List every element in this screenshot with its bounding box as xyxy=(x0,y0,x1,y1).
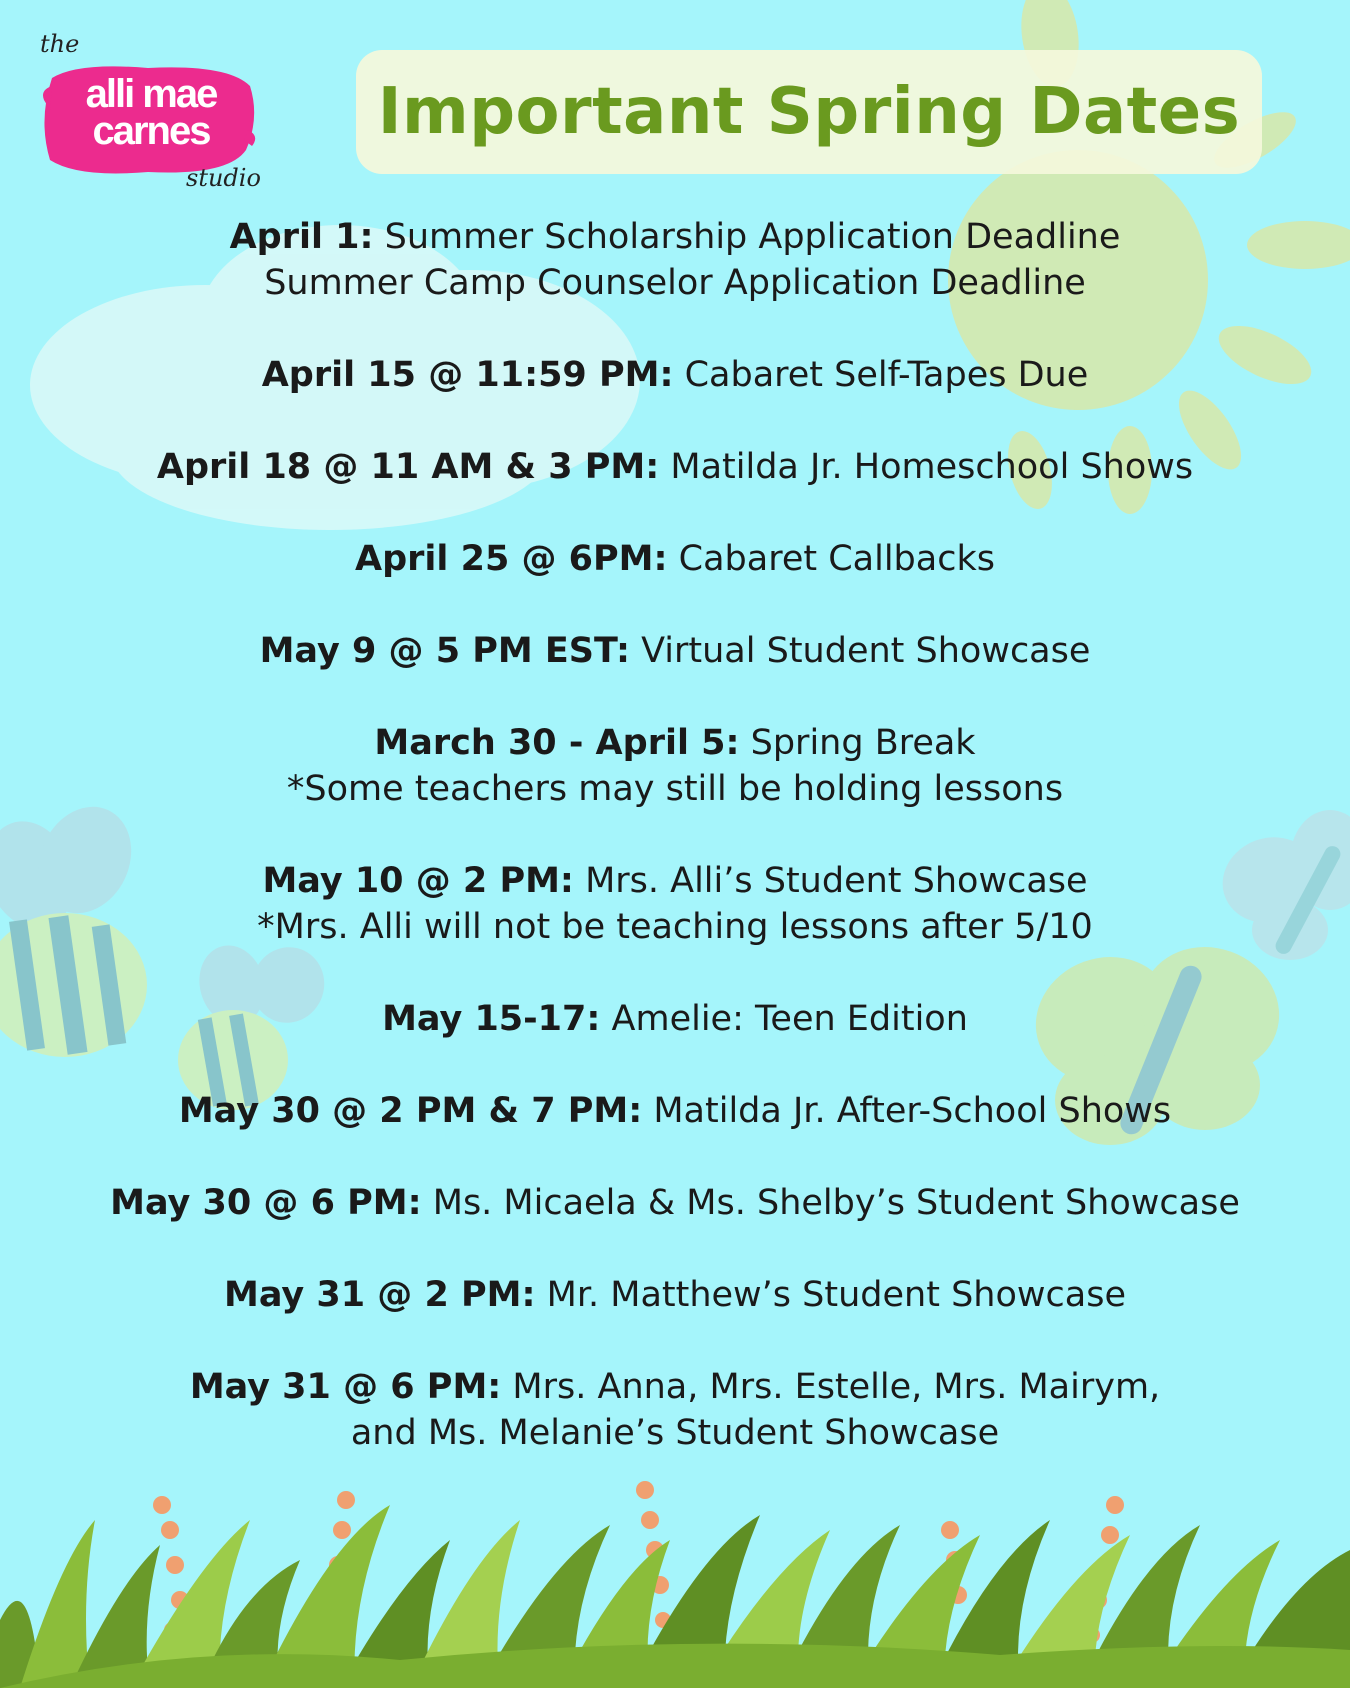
event-item xyxy=(60,352,1290,398)
event-text: Mr. Matthew’s Student Showcase xyxy=(546,1275,1126,1315)
event-item xyxy=(60,1272,1290,1318)
event-date: May 31 @ 6 PM: xyxy=(189,1367,502,1407)
event-date: May 10 @ 2 PM: xyxy=(262,861,574,901)
event-note: and Ms. Melanie’s Student Showcase xyxy=(350,1413,1000,1453)
event-text: Amelie: Teen Edition xyxy=(611,999,968,1039)
event-note: Summer Camp Counselor Application Deadline xyxy=(264,263,1086,303)
page-title: Important Spring Dates xyxy=(377,75,1241,149)
grass-icon xyxy=(0,1505,1350,1688)
event-item xyxy=(60,720,1290,812)
event-note: *Mrs. Alli will not be teaching lessons after 5/10 xyxy=(257,907,1093,947)
event-item xyxy=(60,536,1290,582)
event-note: *Some teachers may still be holding lessons xyxy=(286,769,1064,809)
event-date: March 30 - April 5: xyxy=(374,723,740,763)
event-item xyxy=(60,1088,1290,1134)
event-text: Matilda Jr. After-School Shows xyxy=(653,1091,1172,1131)
event-item xyxy=(60,444,1290,490)
event-item xyxy=(60,858,1290,950)
logo-name: alli mae carnes xyxy=(85,72,217,153)
event-date: May 30 @ 2 PM & 7 PM: xyxy=(178,1091,643,1131)
event-text: Cabaret Callbacks xyxy=(678,539,995,579)
event-date: April 25 @ 6PM: xyxy=(355,539,668,579)
event-item xyxy=(60,1364,1290,1456)
event-date: April 15 @ 11:59 PM: xyxy=(261,355,674,395)
event-text: Matilda Jr. Homeschool Shows xyxy=(670,447,1194,487)
event-text: Ms. Micaela & Ms. Shelby’s Student Showcase xyxy=(432,1183,1240,1223)
event-item xyxy=(60,1180,1290,1226)
event-text: Mrs. Alli’s Student Showcase xyxy=(585,861,1088,901)
event-text: Mrs. Anna, Mrs. Estelle, Mrs. Mairym, xyxy=(512,1367,1161,1407)
event-date: April 18 @ 11 AM & 3 PM: xyxy=(156,447,660,487)
studio-logo xyxy=(36,30,266,205)
event-text: Virtual Student Showcase xyxy=(641,631,1091,671)
logo-the-text: the xyxy=(40,30,80,58)
event-list xyxy=(60,214,1290,1502)
event-date: May 15-17: xyxy=(382,999,601,1039)
event-text: Summer Scholarship Application Deadline xyxy=(384,217,1121,257)
event-item xyxy=(60,214,1290,306)
event-date: May 31 @ 2 PM: xyxy=(224,1275,536,1315)
logo-studio-text: studio xyxy=(186,164,261,192)
event-item xyxy=(60,996,1290,1042)
title-banner xyxy=(356,50,1262,174)
event-date: May 9 @ 5 PM EST: xyxy=(259,631,630,671)
event-date: April 1: xyxy=(229,217,374,257)
event-date: May 30 @ 6 PM: xyxy=(110,1183,422,1223)
event-text: Spring Break xyxy=(750,723,976,763)
event-text: Cabaret Self-Tapes Due xyxy=(684,355,1089,395)
event-item xyxy=(60,628,1290,674)
